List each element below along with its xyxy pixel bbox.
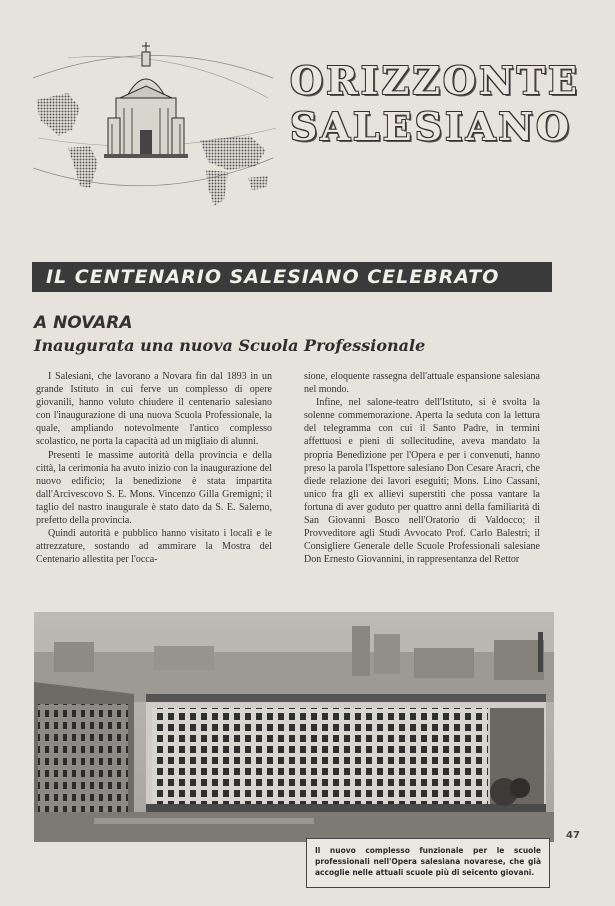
masthead-title <box>290 58 581 150</box>
paragraph: Infine, nel salone-teatro dell'Istituto, si è svolta la solenne commemorazione. Aperta la seduta con la lettura del telegramma con cui il Santo Padre, in termini affettuosi e pieni di sollecitudine, aveva mandato la propria Benedizione per l'Opera e per i convenuti, hanno preso la parola l'Ispettore salesiano Don Cesare Aracri, che diede relazione dei lavori eseguiti; Mons. Lino Cassani, unico fra gli ex allievi superstiti che possa vantare la fortuna di aver goduto per quattro anni della familiarità di San Giovanni Bosco nell'Oratorio di Valdocco; il Provveditore agli Studi Avvocato Prof. Carlo Balestri; il Consigliere Generale delle Scuole Professionali salesiane Don Ernesto Giovannini, in rappresentanza del Rettor <box>304 397 540 566</box>
page-number: 47 <box>566 830 580 841</box>
paragraph: sione, eloquente rassegna dell'attuale espansione salesiana nel mondo. <box>304 371 540 396</box>
article-column-left <box>36 370 272 566</box>
article-subtitle: Inaugurata una nuova Scuola Professionale <box>34 336 426 355</box>
paragraph: Presenti le massime autorità della provincia e della città, la cerimonia ha avuto inizio con la inaugurazione del nuovo edificio; la benedizione è stata impartita dall'Arcivescovo S. E. Mons. Vincenzo Gilla Gremigni; il taglio del nastro inaugurale è stato dato da S. E. Salerno, prefetto della provincia. <box>36 449 272 527</box>
photo-caption: Il nuovo complesso funzionale per le scuole professionali nell'Opera salesiana novarese, che già accoglie nelle attuali scuole più di seicento giovani. <box>306 838 550 888</box>
article-column-right <box>304 370 540 566</box>
section-banner: IL CENTENARIO SALESIANO CELEBRATO <box>32 262 552 292</box>
article-kicker: A NOVARA <box>34 313 133 333</box>
paragraph: I Salesiani, che lavorano a Novara fin dal 1893 in un grande Istituto in cui ferve un complesso di opere giovanili, hanno voluto chiudere il centenario salesiano con l'inaugurazione di una nuova Scuola Professionale, la quale, ampliando notevolmente l'antico complesso scolastico, ne porta la capacità ad un migliaio di alunni. <box>36 371 272 448</box>
masthead-line-2: SALESIANO <box>290 104 573 149</box>
paragraph: Quindi autorità e pubblico hanno visitato i locali e le attrezzature, sostando ad ammirare la Mostra del Centenario allestita per l'occa- <box>36 528 272 566</box>
masthead-line-1: ORIZZONTE <box>290 58 581 103</box>
school-building-photo <box>34 612 554 842</box>
church-globe-logo-icon <box>28 38 278 218</box>
